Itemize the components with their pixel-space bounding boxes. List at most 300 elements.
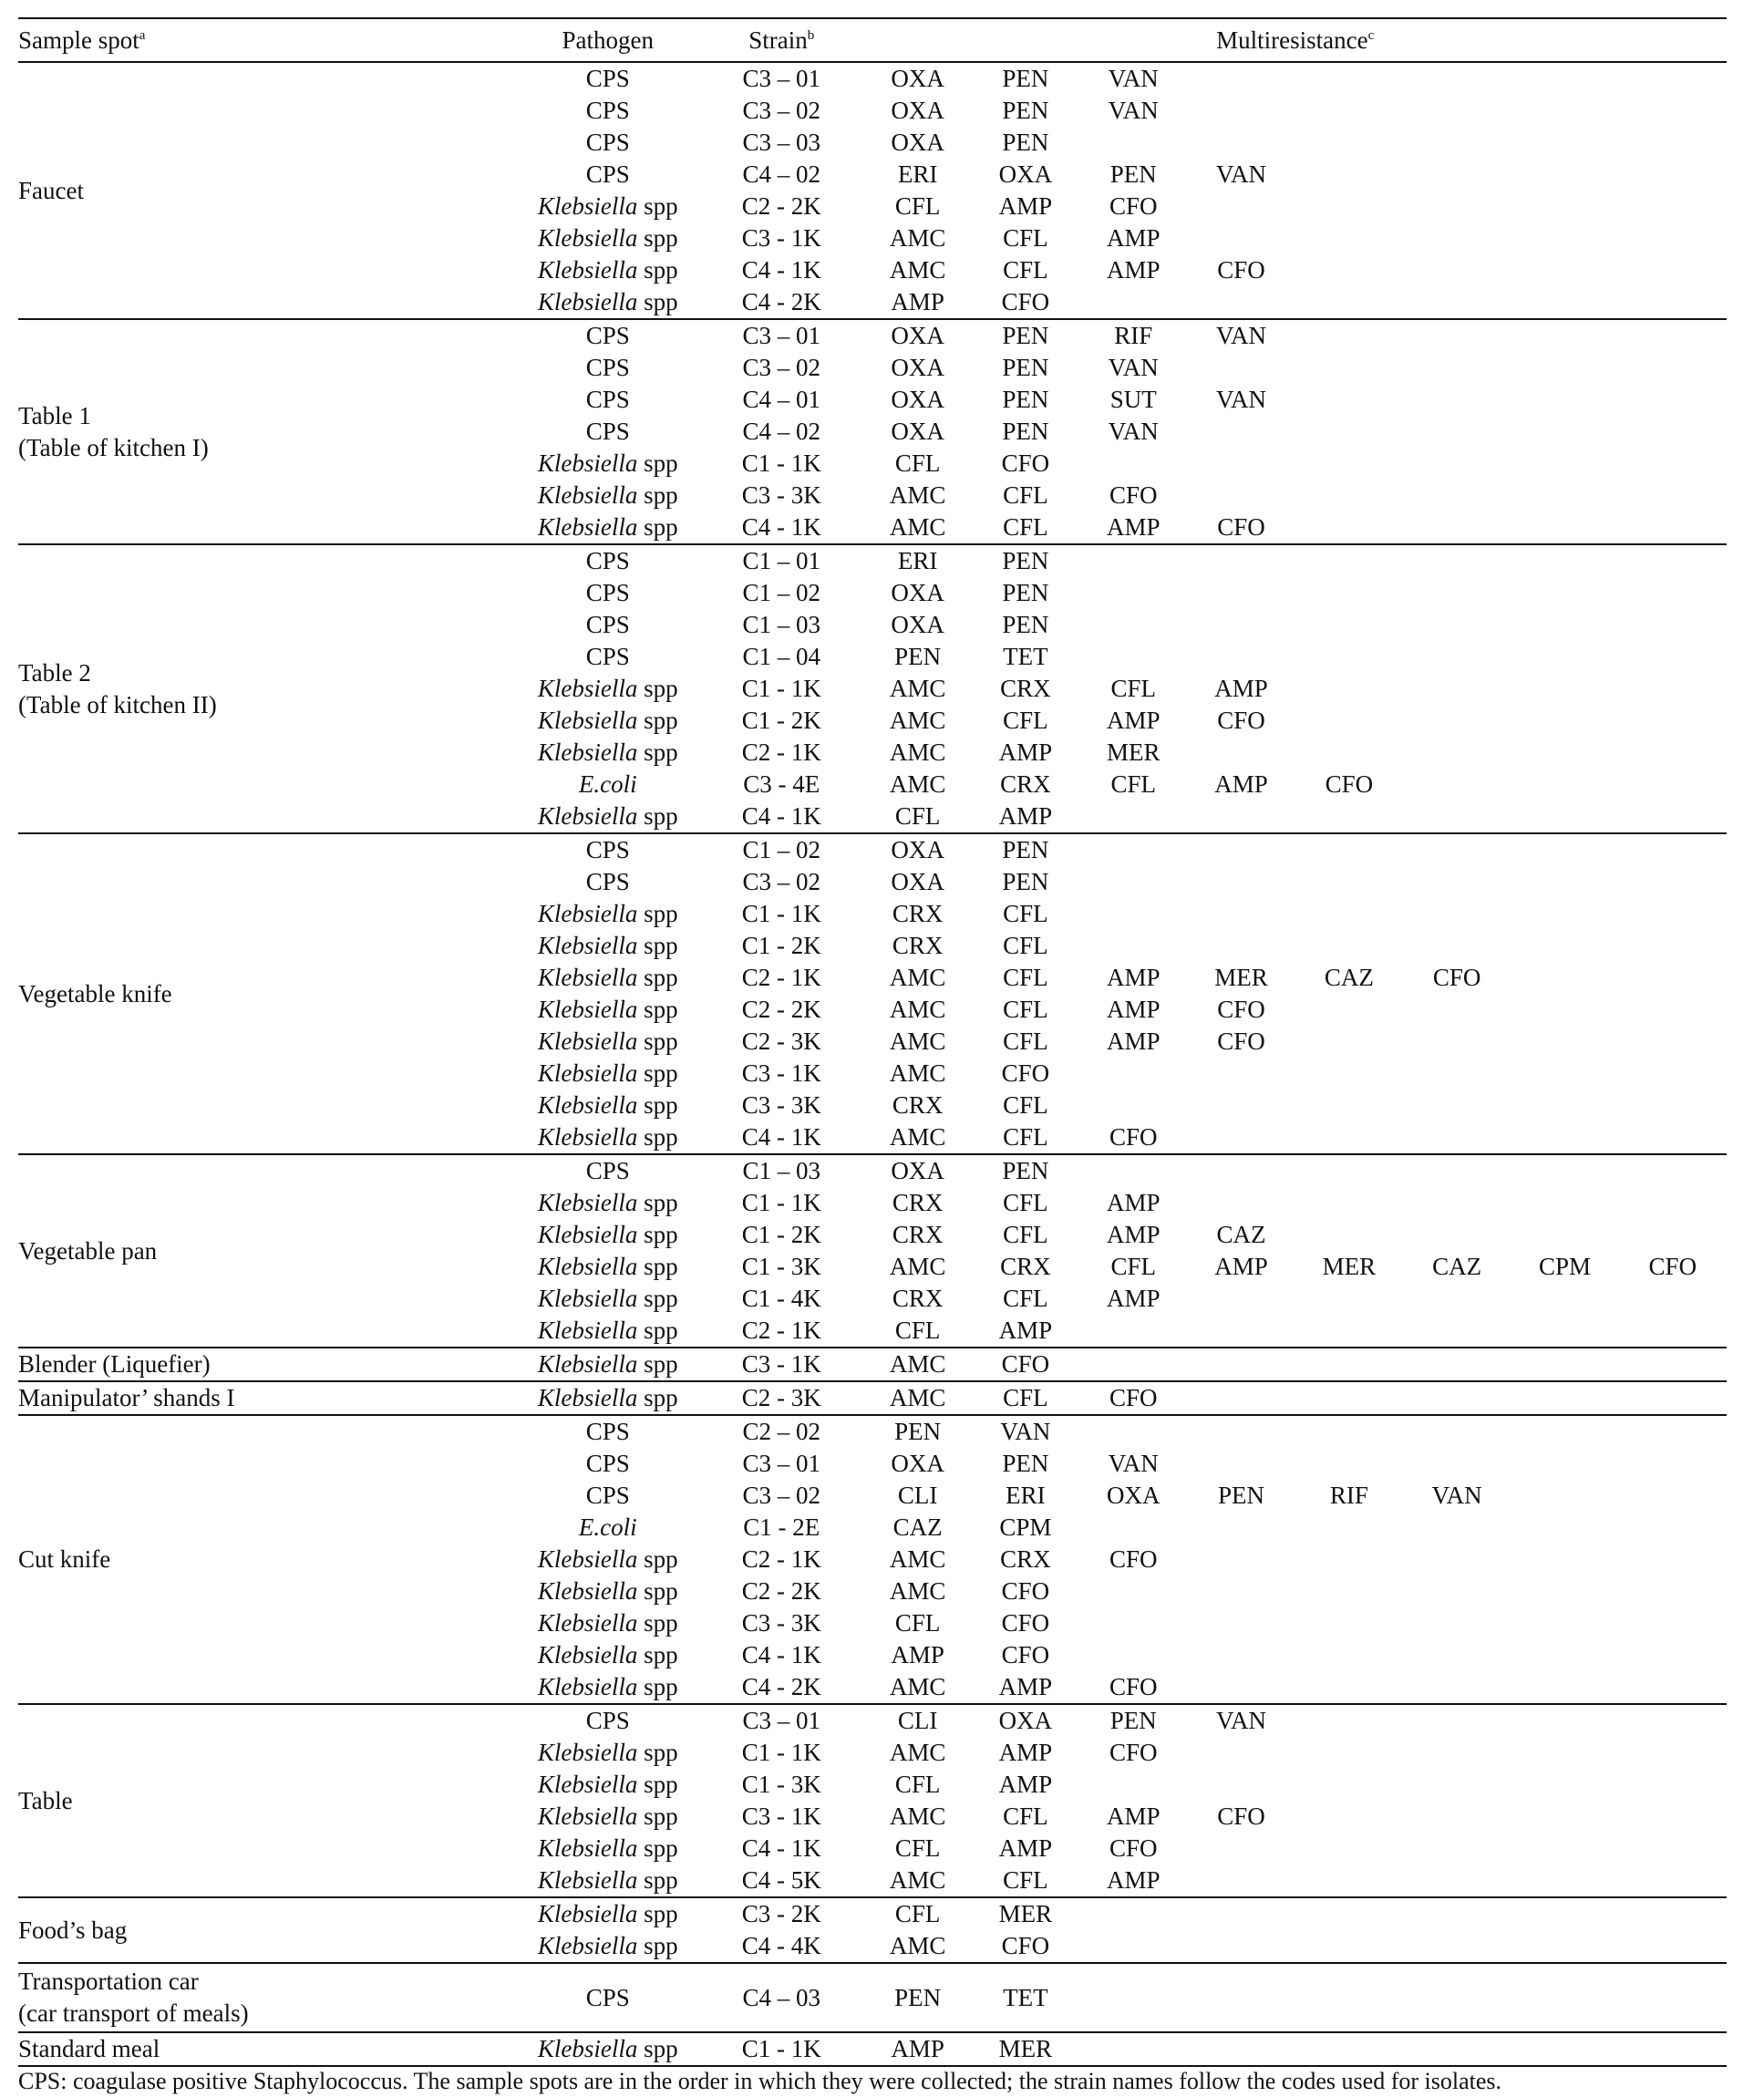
antibiotic-cell (1511, 1737, 1618, 1769)
antibiotic-cell (1295, 1865, 1403, 1897)
pathogen-genus: Klebsiella (537, 1577, 638, 1605)
antibiotic-cell (1403, 1865, 1511, 1897)
antibiotic-cell (1511, 1544, 1618, 1575)
pathogen-cell (516, 1090, 699, 1121)
antibiotic-cell: CFL (894, 449, 941, 477)
pathogen-genus: Klebsiella (537, 1641, 638, 1668)
strain-cell: C4 - 4K (741, 1932, 821, 1959)
pathogen-genus: Klebsiella (537, 1771, 638, 1798)
antibiotic-cell (1079, 1315, 1187, 1348)
sample-spot-label: (car transport of meals) (18, 1999, 249, 2027)
pathogen-species: spp (637, 1673, 678, 1700)
antibiotic-cell (1511, 1704, 1618, 1737)
antibiotic-cell (1079, 1154, 1187, 1187)
antibiotic-cell (1619, 1865, 1727, 1897)
strain-cell: C2 - 1K (741, 1545, 821, 1573)
antibiotic-cell (1187, 737, 1295, 769)
antibiotic-cell: PEN (1079, 1704, 1187, 1737)
antibiotic-cell: PEN (972, 62, 1079, 95)
pathogen-genus: Klebsiella (537, 932, 638, 959)
antibiotic-cell (1403, 673, 1511, 705)
table-row (18, 1963, 1727, 2032)
pathogen-species: spp (637, 1771, 678, 1798)
pathogen-species: spp (637, 1641, 678, 1668)
pathogen-genus: CPS (585, 611, 630, 638)
pathogen-species: spp (637, 1900, 678, 1927)
pathogen-species: spp (637, 1739, 678, 1766)
pathogen-cell (516, 866, 699, 898)
antibiotic-cell: AMC (889, 770, 946, 798)
antibiotic-cell: AMP (998, 192, 1053, 220)
strain-cell: C2 - 1K (741, 1317, 821, 1344)
antibiotic-cell (1295, 352, 1403, 384)
antibiotic-cell: RIF (1079, 319, 1187, 352)
table-row (18, 1704, 1727, 1737)
antibiotic-cell: CFO (1648, 1253, 1697, 1280)
antibiotic-cell (1619, 1283, 1727, 1315)
pathogen-genus: Klebsiella (537, 1059, 638, 1087)
pathogen-cell (516, 480, 699, 511)
antibiotic-cell: CRX (1000, 1545, 1051, 1573)
pathogen-species: spp (637, 996, 678, 1023)
antibiotic-cell (1403, 1026, 1511, 1058)
antibiotic-cell (1079, 930, 1187, 962)
antibiotic-cell (1511, 1058, 1618, 1090)
strain-cell: C2 - 2K (741, 1577, 821, 1605)
antibiotic-cell: CFL (1003, 481, 1048, 509)
strain-cell: C2 - 1K (741, 964, 821, 991)
antibiotic-cell: CFO (1109, 481, 1158, 509)
antibiotic-cell (1295, 1154, 1403, 1187)
pathogen-cell (516, 191, 699, 222)
antibiotic-cell: VAN (1216, 386, 1267, 413)
antibiotic-cell (1619, 1544, 1727, 1575)
antibiotic-cell (1619, 609, 1727, 641)
antibiotic-cell (1295, 1671, 1403, 1704)
table-row (18, 62, 1727, 95)
antibiotic-cell (1403, 866, 1511, 898)
antibiotic-cell: AMP (1106, 224, 1161, 252)
antibiotic-cell: MER (1214, 964, 1268, 991)
pathogen-cell (516, 1154, 699, 1187)
antibiotic-cell: CRX (892, 1091, 944, 1119)
antibiotic-cell (1187, 1415, 1295, 1448)
antibiotic-cell (1403, 641, 1511, 673)
antibiotic-cell (1619, 1897, 1727, 1930)
pathogen-cell (516, 705, 699, 737)
antibiotic-cell: CFL (1003, 996, 1048, 1023)
pathogen-species: spp (637, 707, 678, 734)
antibiotic-cell: CFL (894, 802, 941, 830)
antibiotic-cell: PEN (972, 833, 1079, 866)
multiresistance-table (18, 17, 1727, 2067)
antibiotic-cell (1619, 1058, 1727, 1090)
antibiotic-cell: AMC (889, 996, 946, 1023)
strain-cell: C2 - 1K (741, 739, 821, 766)
antibiotic-cell (1403, 1315, 1511, 1348)
strain-cell: C4 - 1K (741, 1641, 821, 1668)
antibiotic-cell (1187, 1315, 1295, 1348)
pathogen-cell (516, 1187, 699, 1219)
antibiotic-cell (1295, 994, 1403, 1026)
antibiotic-cell (1511, 544, 1618, 577)
antibiotic-cell (1403, 159, 1511, 191)
antibiotic-cell (1079, 2032, 1187, 2066)
antibiotic-cell: CFO (1217, 707, 1265, 734)
pathogen-cell (516, 1283, 699, 1315)
antibiotic-cell (1619, 1219, 1727, 1251)
antibiotic-cell: CFL (1003, 964, 1048, 991)
antibiotic-cell (1295, 1315, 1403, 1348)
antibiotic-cell (1619, 1348, 1727, 1381)
antibiotic-cell (1511, 511, 1618, 544)
pathogen-genus: E.coli (578, 1513, 637, 1541)
antibiotic-cell: CFO (1217, 256, 1265, 284)
antibiotic-cell (1187, 577, 1295, 609)
antibiotic-cell (1187, 801, 1295, 833)
antibiotic-cell (1079, 448, 1187, 480)
strain-cell: C4 – 02 (742, 160, 820, 188)
antibiotic-cell (1403, 511, 1511, 544)
pathogen-genus: CPS (585, 386, 630, 413)
antibiotic-cell: CFL (894, 192, 941, 220)
antibiotic-cell (1187, 2032, 1295, 2066)
pathogen-genus: Klebsiella (537, 1866, 638, 1894)
antibiotic-cell: AMP (998, 739, 1053, 766)
antibiotic-cell (1187, 1607, 1295, 1639)
antibiotic-cell: CAZ (1216, 1221, 1266, 1248)
pathogen-cell (516, 1865, 699, 1897)
antibiotic-cell: CFL (1003, 513, 1048, 541)
antibiotic-cell (1619, 1480, 1727, 1512)
antibiotic-cell (1187, 191, 1295, 222)
antibiotic-cell: AMC (889, 1577, 946, 1605)
antibiotic-cell (1403, 1544, 1511, 1575)
antibiotic-cell (1403, 1671, 1511, 1704)
pathogen-genus: Klebsiella (537, 739, 638, 766)
antibiotic-cell (1295, 191, 1403, 222)
antibiotic-cell (1403, 1704, 1511, 1737)
antibiotic-cell (1403, 609, 1511, 641)
strain-cell: C1 - 3K (741, 1771, 821, 1798)
antibiotic-cell: CFO (1001, 449, 1050, 477)
pathogen-species: spp (637, 739, 678, 766)
antibiotic-cell: AMP (891, 288, 944, 315)
antibiotic-cell (1511, 95, 1618, 127)
antibiotic-cell (1511, 416, 1618, 448)
antibiotic-cell (1619, 705, 1727, 737)
antibiotic-cell: ERI (1006, 1482, 1046, 1509)
pathogen-genus: Klebsiella (537, 1123, 638, 1151)
antibiotic-cell: CFO (1109, 1739, 1158, 1766)
antibiotic-cell (1079, 898, 1187, 930)
antibiotic-cell: AMC (889, 1866, 946, 1894)
strain-cell: C3 - 2K (699, 1897, 863, 1930)
antibiotic-cell (1511, 2032, 1618, 2066)
antibiotic-cell: CRX (1000, 675, 1051, 702)
antibiotic-cell (1511, 191, 1618, 222)
antibiotic-cell: CFO (1001, 1577, 1050, 1605)
antibiotic-cell (1403, 1415, 1511, 1448)
antibiotic-cell (1511, 1415, 1618, 1448)
antibiotic-cell (1403, 737, 1511, 769)
antibiotic-cell: CFL (894, 1834, 941, 1862)
antibiotic-cell: CFL (1110, 770, 1156, 798)
antibiotic-cell (1619, 1607, 1727, 1639)
antibiotic-cell: PEN (1002, 129, 1049, 156)
pathogen-cell (516, 384, 699, 416)
antibiotic-cell: VAN (1108, 418, 1159, 445)
antibiotic-cell (1619, 1801, 1727, 1833)
antibiotic-cell (1511, 1348, 1618, 1381)
antibiotic-cell (1403, 62, 1511, 95)
antibiotic-cell (1295, 384, 1403, 416)
strain-cell: C2 - 2K (741, 996, 821, 1023)
pathogen-cell (516, 1348, 699, 1381)
antibiotic-cell: CFL (1003, 900, 1048, 927)
sample-spot-cell (18, 1415, 516, 1704)
antibiotic-cell: PEN (972, 544, 1079, 577)
sample-spot-cell (18, 1348, 516, 1381)
antibiotic-cell (1403, 898, 1511, 930)
antibiotic-cell (1079, 1639, 1187, 1671)
pathogen-cell (516, 769, 699, 801)
antibiotic-cell: VAN (1431, 1482, 1482, 1509)
antibiotic-cell: SUT (1109, 386, 1157, 413)
antibiotic-cell: CRX (892, 1221, 944, 1248)
antibiotic-cell (1619, 673, 1727, 705)
pathogen-species: spp (637, 1221, 678, 1248)
antibiotic-cell (1511, 1833, 1618, 1865)
antibiotic-cell (1619, 1415, 1727, 1448)
antibiotic-cell (1511, 480, 1618, 511)
antibiotic-cell: AMP (1106, 1803, 1161, 1830)
antibiotic-cell (1619, 962, 1727, 994)
strain-cell: C1 – 03 (742, 611, 820, 638)
pathogen-species: spp (637, 675, 678, 702)
antibiotic-cell: OXA (891, 868, 944, 895)
antibiotic-cell (1619, 577, 1727, 609)
pathogen-species: spp (637, 1803, 678, 1830)
antibiotic-cell (1079, 833, 1187, 866)
table-row (18, 833, 1727, 866)
antibiotic-cell (1619, 866, 1727, 898)
antibiotic-cell: AMC (863, 1381, 971, 1415)
antibiotic-cell (1187, 62, 1295, 95)
pathogen-cell (516, 898, 699, 930)
pathogen-cell (516, 544, 699, 577)
antibiotic-cell: CFO (1109, 192, 1158, 220)
antibiotic-cell (1403, 1283, 1511, 1315)
antibiotic-cell (1511, 1963, 1618, 2032)
pathogen-genus: Klebsiella (537, 192, 638, 220)
antibiotic-cell (1187, 1058, 1295, 1090)
antibiotic-cell: CFL (1003, 932, 1048, 959)
pathogen-cell (516, 319, 699, 352)
antibiotic-cell: CRX (892, 900, 944, 927)
antibiotic-cell (1619, 1671, 1727, 1704)
antibiotic-cell: CAZ (892, 1513, 943, 1541)
pathogen-genus: CPS (585, 1450, 630, 1477)
antibiotic-cell (1295, 1769, 1403, 1801)
pathogen-cell (516, 511, 699, 544)
antibiotic-cell: CFL (1003, 1803, 1048, 1830)
antibiotic-cell: PEN (1109, 160, 1157, 188)
antibiotic-cell (1187, 898, 1295, 930)
antibiotic-cell: AMC (889, 1059, 946, 1087)
antibiotic-cell (1187, 448, 1295, 480)
antibiotic-cell: OXA (891, 129, 944, 156)
antibiotic-cell (1403, 833, 1511, 866)
antibiotic-cell (1403, 127, 1511, 159)
sample-spot-cell (18, 544, 516, 833)
antibiotic-cell (1511, 801, 1618, 833)
pathogen-genus: Klebsiella (537, 1834, 638, 1862)
pathogen-genus: Klebsiella (537, 224, 638, 252)
antibiotic-cell: AMC (889, 1123, 946, 1151)
antibiotic-cell: CRX (892, 1189, 944, 1216)
antibiotic-cell (1619, 994, 1727, 1026)
strain-cell: C1 – 02 (699, 833, 863, 866)
antibiotic-cell: CFO (1001, 1932, 1050, 1959)
antibiotic-cell (1511, 222, 1618, 254)
antibiotic-cell (1511, 254, 1618, 286)
antibiotic-cell: AMC (889, 964, 946, 991)
antibiotic-cell (1295, 1737, 1403, 1769)
antibiotic-cell (1187, 480, 1295, 511)
antibiotic-cell (1187, 352, 1295, 384)
antibiotic-cell: VAN (1187, 319, 1295, 352)
antibiotic-cell (1619, 544, 1727, 577)
sample-spot-cell (18, 1154, 516, 1348)
antibiotic-cell (1295, 1575, 1403, 1607)
strain-cell: C3 - 3K (741, 481, 821, 509)
antibiotic-cell (1403, 352, 1511, 384)
pathogen-cell (516, 1769, 699, 1801)
antibiotic-cell (1403, 705, 1511, 737)
antibiotic-cell (1619, 480, 1727, 511)
pathogen-species: spp (637, 256, 678, 284)
pathogen-cell (516, 1026, 699, 1058)
strain-cell: C1 – 02 (742, 579, 820, 606)
antibiotic-cell: CLI (863, 1704, 971, 1737)
antibiotic-cell: AMP (863, 2032, 971, 2066)
antibiotic-cell: CAZ (1324, 964, 1374, 991)
pathogen-species: spp (637, 481, 678, 509)
pathogen-genus: Klebsiella (537, 1673, 638, 1700)
antibiotic-cell (1619, 286, 1727, 319)
pathogen-genus: Klebsiella (537, 802, 638, 830)
antibiotic-cell (1079, 1930, 1187, 1963)
antibiotic-cell: VAN (972, 1415, 1079, 1448)
antibiotic-cell (1403, 2032, 1511, 2066)
antibiotic-cell (1079, 1348, 1187, 1381)
pathogen-genus: Klebsiella (537, 1285, 638, 1312)
antibiotic-cell (1187, 833, 1295, 866)
pathogen-genus: Klebsiella (537, 996, 638, 1023)
table-row (18, 1897, 1727, 1930)
pathogen-genus: CPS (585, 322, 630, 349)
antibiotic-cell: CFL (1110, 1253, 1156, 1280)
pathogen-species: spp (637, 1350, 678, 1378)
antibiotic-cell (1403, 1575, 1511, 1607)
antibiotic-cell (1187, 1544, 1295, 1575)
antibiotic-cell (1187, 1448, 1295, 1480)
antibiotic-cell: CFO (1001, 1609, 1050, 1637)
antibiotic-cell (1187, 416, 1295, 448)
strain-cell: C1 - 1K (741, 1739, 821, 1766)
antibiotic-cell: AMP (1106, 513, 1161, 541)
sample-spot-cell (18, 1897, 516, 1963)
antibiotic-cell (1187, 286, 1295, 319)
pathogen-cell (516, 1671, 699, 1704)
antibiotic-cell (1403, 319, 1511, 352)
sample-spot-cell (18, 1381, 516, 1415)
strain-cell: C3 – 01 (699, 62, 863, 95)
antibiotic-cell: CRX (1000, 1253, 1051, 1280)
table-row (18, 544, 1727, 577)
strain-cell: C2 - 3K (741, 1028, 821, 1055)
antibiotic-cell (1619, 1512, 1727, 1544)
antibiotic-cell (1511, 1121, 1618, 1154)
antibiotic-cell: AMP (998, 1771, 1053, 1798)
antibiotic-cell (1295, 1058, 1403, 1090)
antibiotic-cell (1295, 254, 1403, 286)
sample-spot-label: (Table of kitchen I) (18, 433, 209, 461)
pathogen-species: spp (637, 224, 678, 252)
antibiotic-cell (1295, 1607, 1403, 1639)
strain-cell: C1 - 1K (741, 900, 821, 927)
antibiotic-cell: AMP (1106, 1189, 1161, 1216)
pathogen-genus: Klebsiella (537, 1189, 638, 1216)
antibiotic-cell: CFL (1003, 1285, 1048, 1312)
antibiotic-cell (1619, 384, 1727, 416)
table-row (18, 1348, 1727, 1381)
pathogen-cell (516, 254, 699, 286)
antibiotic-cell (1295, 222, 1403, 254)
antibiotic-cell (1619, 222, 1727, 254)
pathogen-cell (516, 1415, 699, 1448)
antibiotic-cell: AMC (889, 1253, 946, 1280)
antibiotic-cell: PEN (863, 1963, 971, 2032)
antibiotic-cell: AMC (889, 481, 946, 509)
pathogen-cell (516, 1833, 699, 1865)
antibiotic-cell (1295, 544, 1403, 577)
pathogen-cell (516, 352, 699, 384)
pathogen-cell (516, 1897, 699, 1930)
pathogen-species: spp (637, 1866, 678, 1894)
antibiotic-cell (1079, 1897, 1187, 1930)
antibiotic-cell (1619, 1315, 1727, 1348)
antibiotic-cell (1187, 1090, 1295, 1121)
antibiotic-cell (1295, 1187, 1403, 1219)
antibiotic-cell (1295, 1897, 1403, 1930)
antibiotic-cell: OXA (891, 1450, 944, 1477)
antibiotic-cell (1187, 1769, 1295, 1801)
antibiotic-cell: ERI (863, 544, 971, 577)
antibiotic-cell (1187, 1833, 1295, 1865)
antibiotic-cell (1187, 1154, 1295, 1187)
antibiotic-cell (1619, 1639, 1727, 1671)
pathogen-cell (516, 833, 699, 866)
antibiotic-cell (1403, 1121, 1511, 1154)
pathogen-cell (516, 1448, 699, 1480)
antibiotic-cell (1403, 191, 1511, 222)
antibiotic-cell (1619, 1833, 1727, 1865)
strain-cell: C3 – 01 (699, 1704, 863, 1737)
pathogen-cell (516, 609, 699, 641)
pathogen-genus: Klebsiella (537, 1900, 638, 1927)
